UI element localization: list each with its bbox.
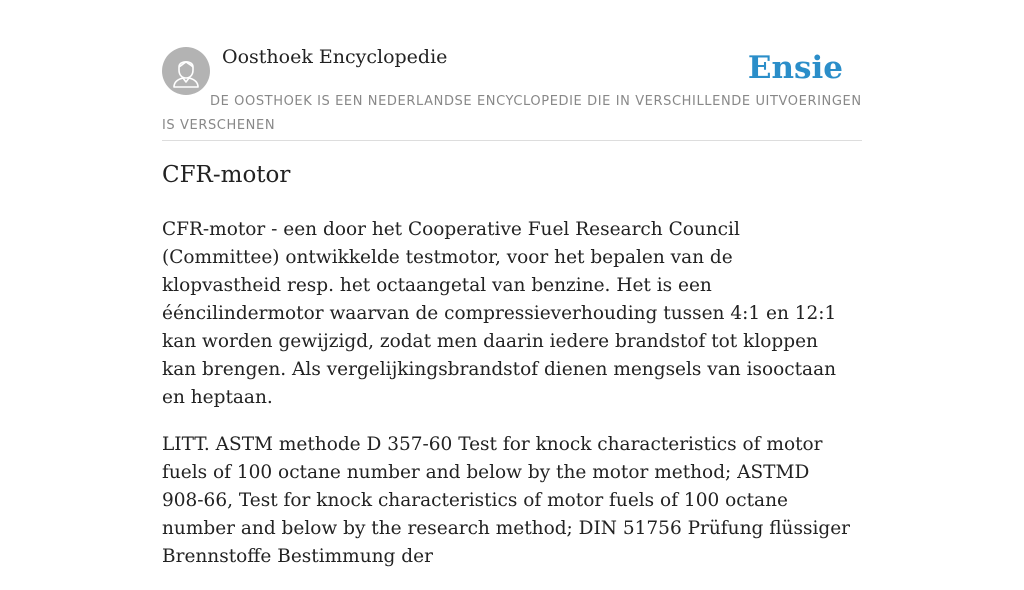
avatar[interactable] xyxy=(162,47,210,95)
article-title: CFR-motor xyxy=(162,162,291,188)
article-paragraph: CFR-motor - een door het Cooperative Fuel Research Council (Committee) ontwikkelde testmotor, voor het bepalen van de klopvastheid resp. het octaangetal van benzine. Het is een ééncilindermotor waarvan de compressieverhouding tussen 4:1 en 12:1 kan worden gewijzigd, zodat men daarin iedere brandstof tot kloppen kan brengen. Als vergelijkingsbrandstof dienen mengsels van isooctaan en heptaan. xyxy=(162,219,837,408)
user-icon xyxy=(162,47,210,95)
article-body xyxy=(162,216,852,590)
page-container xyxy=(162,0,862,567)
article-paragraph: LITT. ASTM methode D 357-60 Test for knock characteristics of motor fuels of 100 octane number and below by the motor method; ASTMD 908-66, Test for knock characteristics of motor fuels of 100 octane number and below by the research method; DIN 51756 Prüfung flüssiger Brennstoffe Bestimmung der xyxy=(162,434,851,567)
site-subtitle: DE OOSTHOEK IS EEN NEDERLANDSE ENCYCLOPEDIE DIE IN VERSCHILLENDE UITVOERINGEN IS VERSCHENEN xyxy=(162,94,862,133)
ensie-logo[interactable]: Ensie xyxy=(747,50,843,86)
site-header xyxy=(162,0,862,141)
site-title[interactable]: Oosthoek Encyclopedie xyxy=(222,46,448,68)
